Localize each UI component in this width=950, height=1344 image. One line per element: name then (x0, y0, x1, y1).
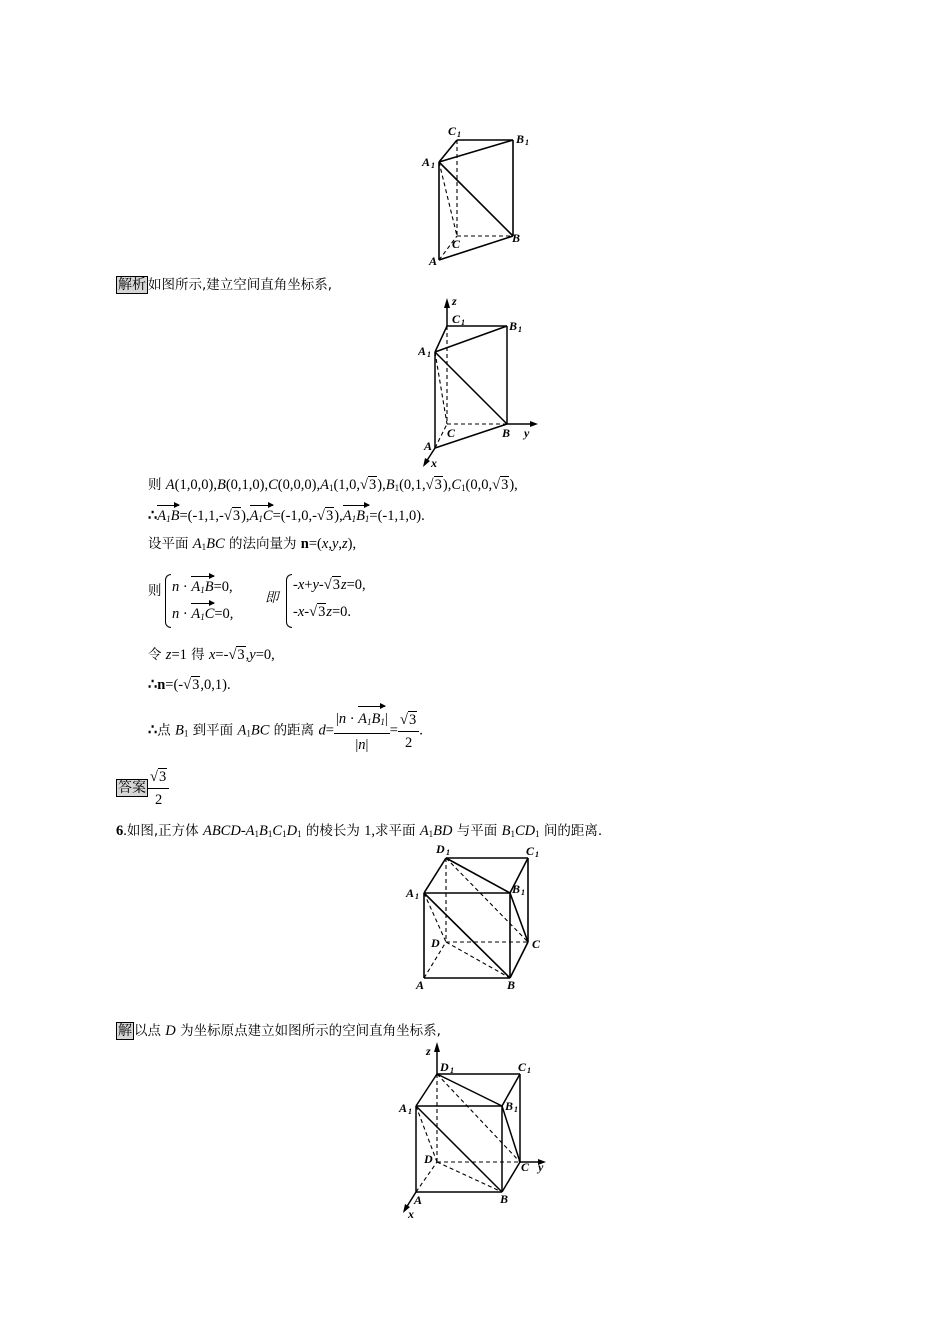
distance-line: ∴点 $B_1$ 到平面 $A_1BC$ 的距离 d= $\frac{|n \cdot A_1B_1|}{|n|}$ = $\frac{√3}{2}$ . (148, 706, 423, 756)
svg-text:A: A (406, 886, 415, 900)
svg-text:B: B (505, 1099, 514, 1113)
cube-figure-4-axes (396, 1038, 556, 1222)
answer-line (116, 766, 169, 811)
label-C: C (452, 237, 461, 251)
vectors-line: $\therefore A_1B=(-1,1,-√3),A_1C=(-1,0,-√3),A_1B_1=(-1,1,0)$. (148, 505, 425, 528)
solve-line: 解 以点 D 为坐标原点建立如图所示的空间直角坐标系, (118, 1023, 441, 1039)
svg-text:A: A (414, 1193, 423, 1207)
coords-line: 则 $A(1,0,0),B(0,1,0),C(0,0,0),A_1(1,0,√3),B_1(0,1,√3),C_1(0,0,√3)$, (148, 477, 518, 493)
svg-text:B: B (502, 426, 511, 440)
prism-figure-2-axes (418, 292, 546, 474)
svg-text:C: C (452, 312, 461, 326)
label-A1: A (422, 155, 431, 169)
prism-figure-1 (420, 122, 540, 270)
svg-text:A: A (399, 1101, 408, 1115)
svg-text:x: x (408, 1207, 414, 1221)
svg-text:B: B (500, 1192, 509, 1206)
svg-text:1: 1 (431, 161, 435, 170)
svg-text:B: B (512, 882, 521, 896)
solution-intro-line (116, 276, 332, 294)
svg-text:C: C (518, 1060, 527, 1074)
svg-text:1: 1 (461, 318, 465, 327)
svg-text:1: 1 (415, 892, 419, 901)
answer-label: 答案 (118, 779, 146, 796)
svg-text:x: x (431, 456, 437, 470)
svg-text:y: y (524, 426, 530, 440)
label-B1: B (516, 132, 525, 146)
svg-text:D: D (440, 1060, 449, 1074)
label-A: A (429, 254, 438, 268)
let-line: 令 z=1 得 x=-√3,y=0, (148, 647, 275, 663)
svg-text:1: 1 (457, 130, 461, 139)
svg-text:1: 1 (525, 138, 529, 147)
label-B: B (512, 231, 521, 245)
svg-text:A: A (418, 344, 427, 358)
equation-system: 则 $n \cdot A_1B=0$, $n \cdot A_1C=0$, 即 -x+y-√3z=0, -x-√3z=0. (148, 572, 448, 632)
svg-text:1: 1 (514, 1105, 518, 1114)
svg-text:C: C (526, 844, 535, 858)
svg-text:1: 1 (427, 350, 431, 359)
n-line: ∴n=(-√3,0,1). (148, 677, 231, 693)
svg-text:1: 1 (535, 850, 539, 859)
solution-label: 解析 (118, 277, 146, 293)
svg-text:z: z (426, 1044, 431, 1058)
solve-label: 解 (118, 1023, 132, 1039)
svg-text:C: C (532, 937, 541, 951)
svg-text:1: 1 (521, 888, 525, 897)
normal-line: 设平面 $A_1BC$ 的法向量为 n=(x,y,z), (148, 536, 357, 552)
svg-text:1: 1 (446, 848, 450, 857)
svg-text:1: 1 (408, 1107, 412, 1116)
svg-text:D: D (431, 936, 440, 950)
svg-text:1: 1 (518, 325, 522, 334)
svg-text:C: C (447, 426, 456, 440)
svg-text:1: 1 (450, 1066, 454, 1075)
answer-value: $\frac{√3}{2}$ (148, 766, 169, 811)
svg-text:y: y (538, 1160, 544, 1174)
svg-text:A: A (416, 978, 425, 992)
svg-text:B: B (507, 978, 516, 992)
svg-text:D: D (424, 1152, 433, 1166)
solution-intro: 如图所示,建立空间直角坐标系, (148, 277, 333, 293)
svg-text:1: 1 (527, 1066, 531, 1075)
svg-text:C: C (521, 1160, 530, 1174)
problem-6: 6.如图,正方体 ABCD-$A_1B_1C_1D_1$ 的棱长为 1,求平面 $A_1BD$ 与平面 $B_1CD_1$ 间的距离. (116, 823, 603, 839)
svg-text:A: A (424, 439, 433, 453)
svg-text:z: z (452, 294, 457, 308)
label-C1: C (448, 124, 457, 138)
svg-text:D: D (436, 842, 445, 856)
svg-text:B: B (509, 319, 518, 333)
cube-figure-3 (404, 840, 554, 995)
